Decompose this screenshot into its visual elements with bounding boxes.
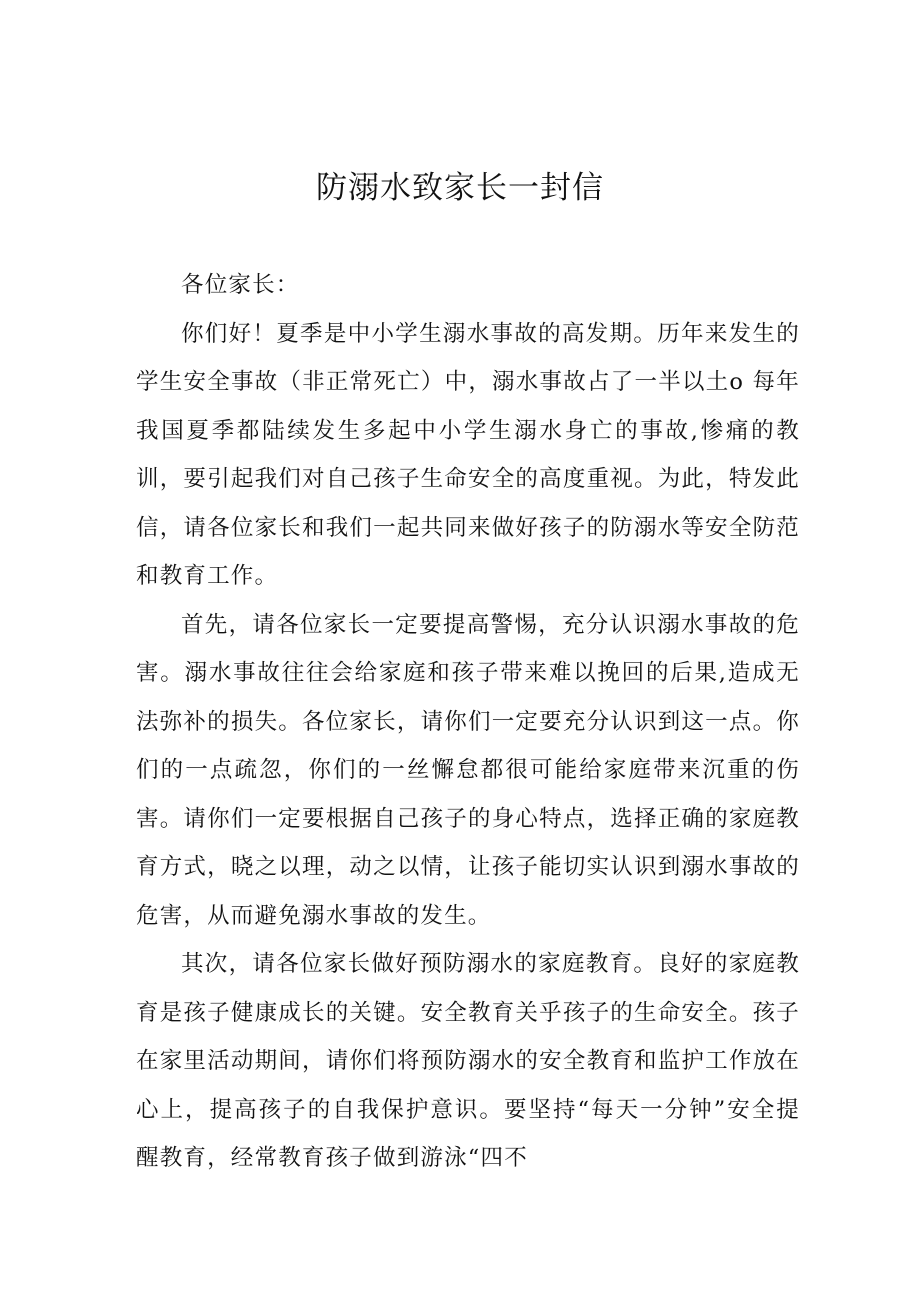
salutation: 各位家长： xyxy=(181,272,300,298)
paragraph-2: 首先，请各位家长一定要提高警惕，充分认识溺水事故的危害。溺水事故往往会给家庭和孩子带来难以挽回的后果,造成无法弥补的损失。各位家长，请你们一定要充分认识到这一点。你们的一点疏忽，你们的一丝懈怠都很可能给家庭带来沉重的伤害。请你们一定要根据自己孩子的身心特点，选择正确的家庭教育方式，晓之以理，动之以情，让孩子能切实认识到溺水事故的危害，从而避免溺水事故的发生。 xyxy=(136,611,800,929)
paragraph-3: 其次，请各位家长做好预防溺水的家庭教育。良好的家庭教育是孩子健康成长的关键。安全教育关乎孩子的生命安全。孩子在家里活动期间，请你们将预防溺水的安全教育和监护工作放在心上，提高孩子的自我保护意识。要坚持“每天一分钟”安全提醒教育，经常教育孩子做到游泳“四不 xyxy=(136,951,800,1171)
paragraph-1: 你们好！夏季是中小学生溺水事故的高发期。历年来发生的学生安全事故（非正常死亡）中，溺水事故占了一半以土o 每年我国夏季都陆续发生多起中小学生溺水身亡的事故,惨痛的教训，要引起我们对自己孩子生命安全的高度重视。为此，特发此信，请各位家长和我们一起共同来做好孩子的防溺水等安全防范和教育工作。 xyxy=(136,320,800,589)
document-body xyxy=(136,261,800,1183)
document-title: 防溺水致家长一封信 xyxy=(316,170,604,206)
